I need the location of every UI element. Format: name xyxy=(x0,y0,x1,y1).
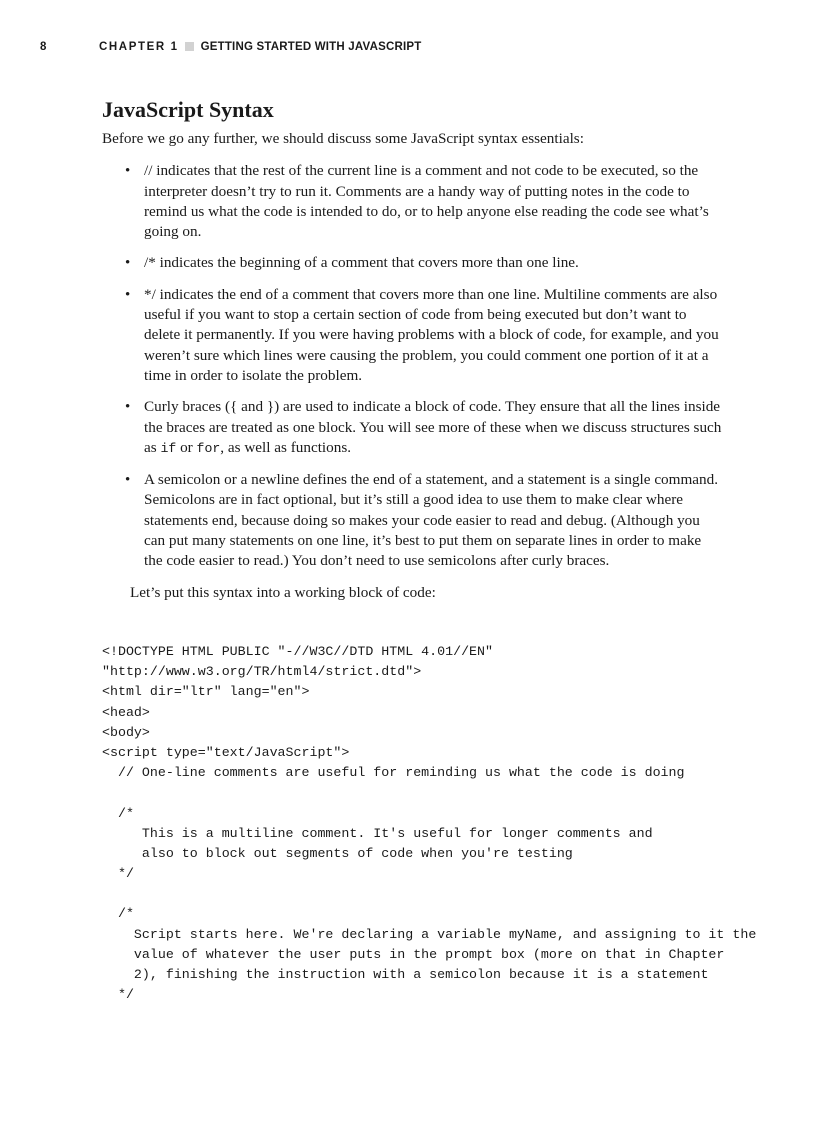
inline-code-for: for xyxy=(196,440,221,456)
page-number: 8 xyxy=(40,41,47,53)
code-line xyxy=(102,884,756,904)
inline-code-if: if xyxy=(160,440,177,456)
list-item-text: , as well as functions. xyxy=(220,438,352,456)
chapter-title: GETTING STARTED WITH JAVASCRIPT xyxy=(200,41,422,53)
code-line: value of whatever the user puts in the prompt box (more on that in Chapter xyxy=(102,946,725,962)
code-line: /* xyxy=(102,805,134,821)
list-item xyxy=(102,397,722,459)
code-line: <script type="text/JavaScript"> xyxy=(102,744,350,760)
code-line: also to block out segments of code when you're testing xyxy=(102,845,573,861)
code-line: <body> xyxy=(102,724,150,740)
code-line: "http://www.w3.org/TR/html4/strict.dtd"> xyxy=(102,664,422,680)
syntax-list xyxy=(102,161,722,571)
code-line: This is a multiline comment. It's useful for longer comments and xyxy=(102,825,653,841)
page-content xyxy=(102,96,722,603)
code-line: // One-line comments are useful for reminding us what the code is doing xyxy=(102,765,685,781)
page-header xyxy=(40,41,776,57)
code-listing xyxy=(102,642,756,1005)
header-separator-icon xyxy=(185,42,194,51)
list-item-text: /* indicates the beginning of a comment that covers more than one line. xyxy=(144,254,579,272)
list-item-text: A semicolon or a newline defines the end of a statement, and a statement is a single command. Semicolons are in fact optional, but it’s still a good idea to use them to make clear where statements end, because doing so makes your code easier to read and debug. (Although you can put many statements on one line, it’s best to put them on separate lines in order to make the code easier to read.) You don’t need to use semicolons after curly braces. xyxy=(144,471,719,570)
code-line xyxy=(102,783,756,803)
code-line: <head> xyxy=(102,704,150,720)
list-item-text: */ indicates the end of a comment that covers more than one line. Multiline comments are also useful if you want to stop a certain section of code from being executed but don’t want to delete it permanently. If you were having problems with a block of code, for example, and you weren’t sure which lines were causing the problem, you could comment one portion of it at a time in order to isolate the problem. xyxy=(144,285,719,384)
list-item xyxy=(102,285,722,386)
code-line: 2), finishing the instruction with a semicolon because it is a statement xyxy=(102,967,709,982)
code-line: */ xyxy=(102,866,134,882)
list-item-text: // indicates that the rest of the current line is a comment and not code to be executed, so the interpreter doesn’t try to run it. Comments are a handy way of putting notes in the code to remind us what the code is intended to do, or to help anyone else reading the code see what’s going on. xyxy=(144,162,709,241)
list-item xyxy=(102,470,722,571)
list-item-text: Curly braces ({ and }) are used to indicate a block of code. They ensure that all the lines inside the braces are treated as one block. You will see more of these when we discuss structures such as xyxy=(144,398,722,456)
code-line: /* xyxy=(102,906,134,922)
list-item xyxy=(102,161,722,242)
list-item-text: or xyxy=(176,438,197,456)
code-line: Script starts here. We're declaring a variable myName, and assigning to it the xyxy=(102,926,757,942)
code-line: */ xyxy=(102,987,134,1003)
section-title: JavaScript Syntax xyxy=(102,97,274,122)
intro-paragraph: Before we go any further, we should discuss some JavaScript syntax essentials: xyxy=(102,130,584,147)
lead-in-paragraph: Let’s put this syntax into a working block of code: xyxy=(130,583,436,601)
list-item xyxy=(102,253,722,273)
chapter-label: CHAPTER 1 xyxy=(99,41,179,53)
code-line: <!DOCTYPE HTML PUBLIC "-//W3C//DTD HTML 4.01//EN" xyxy=(102,644,493,659)
code-line: <html dir="ltr" lang="en"> xyxy=(102,684,310,700)
running-head xyxy=(99,41,421,53)
